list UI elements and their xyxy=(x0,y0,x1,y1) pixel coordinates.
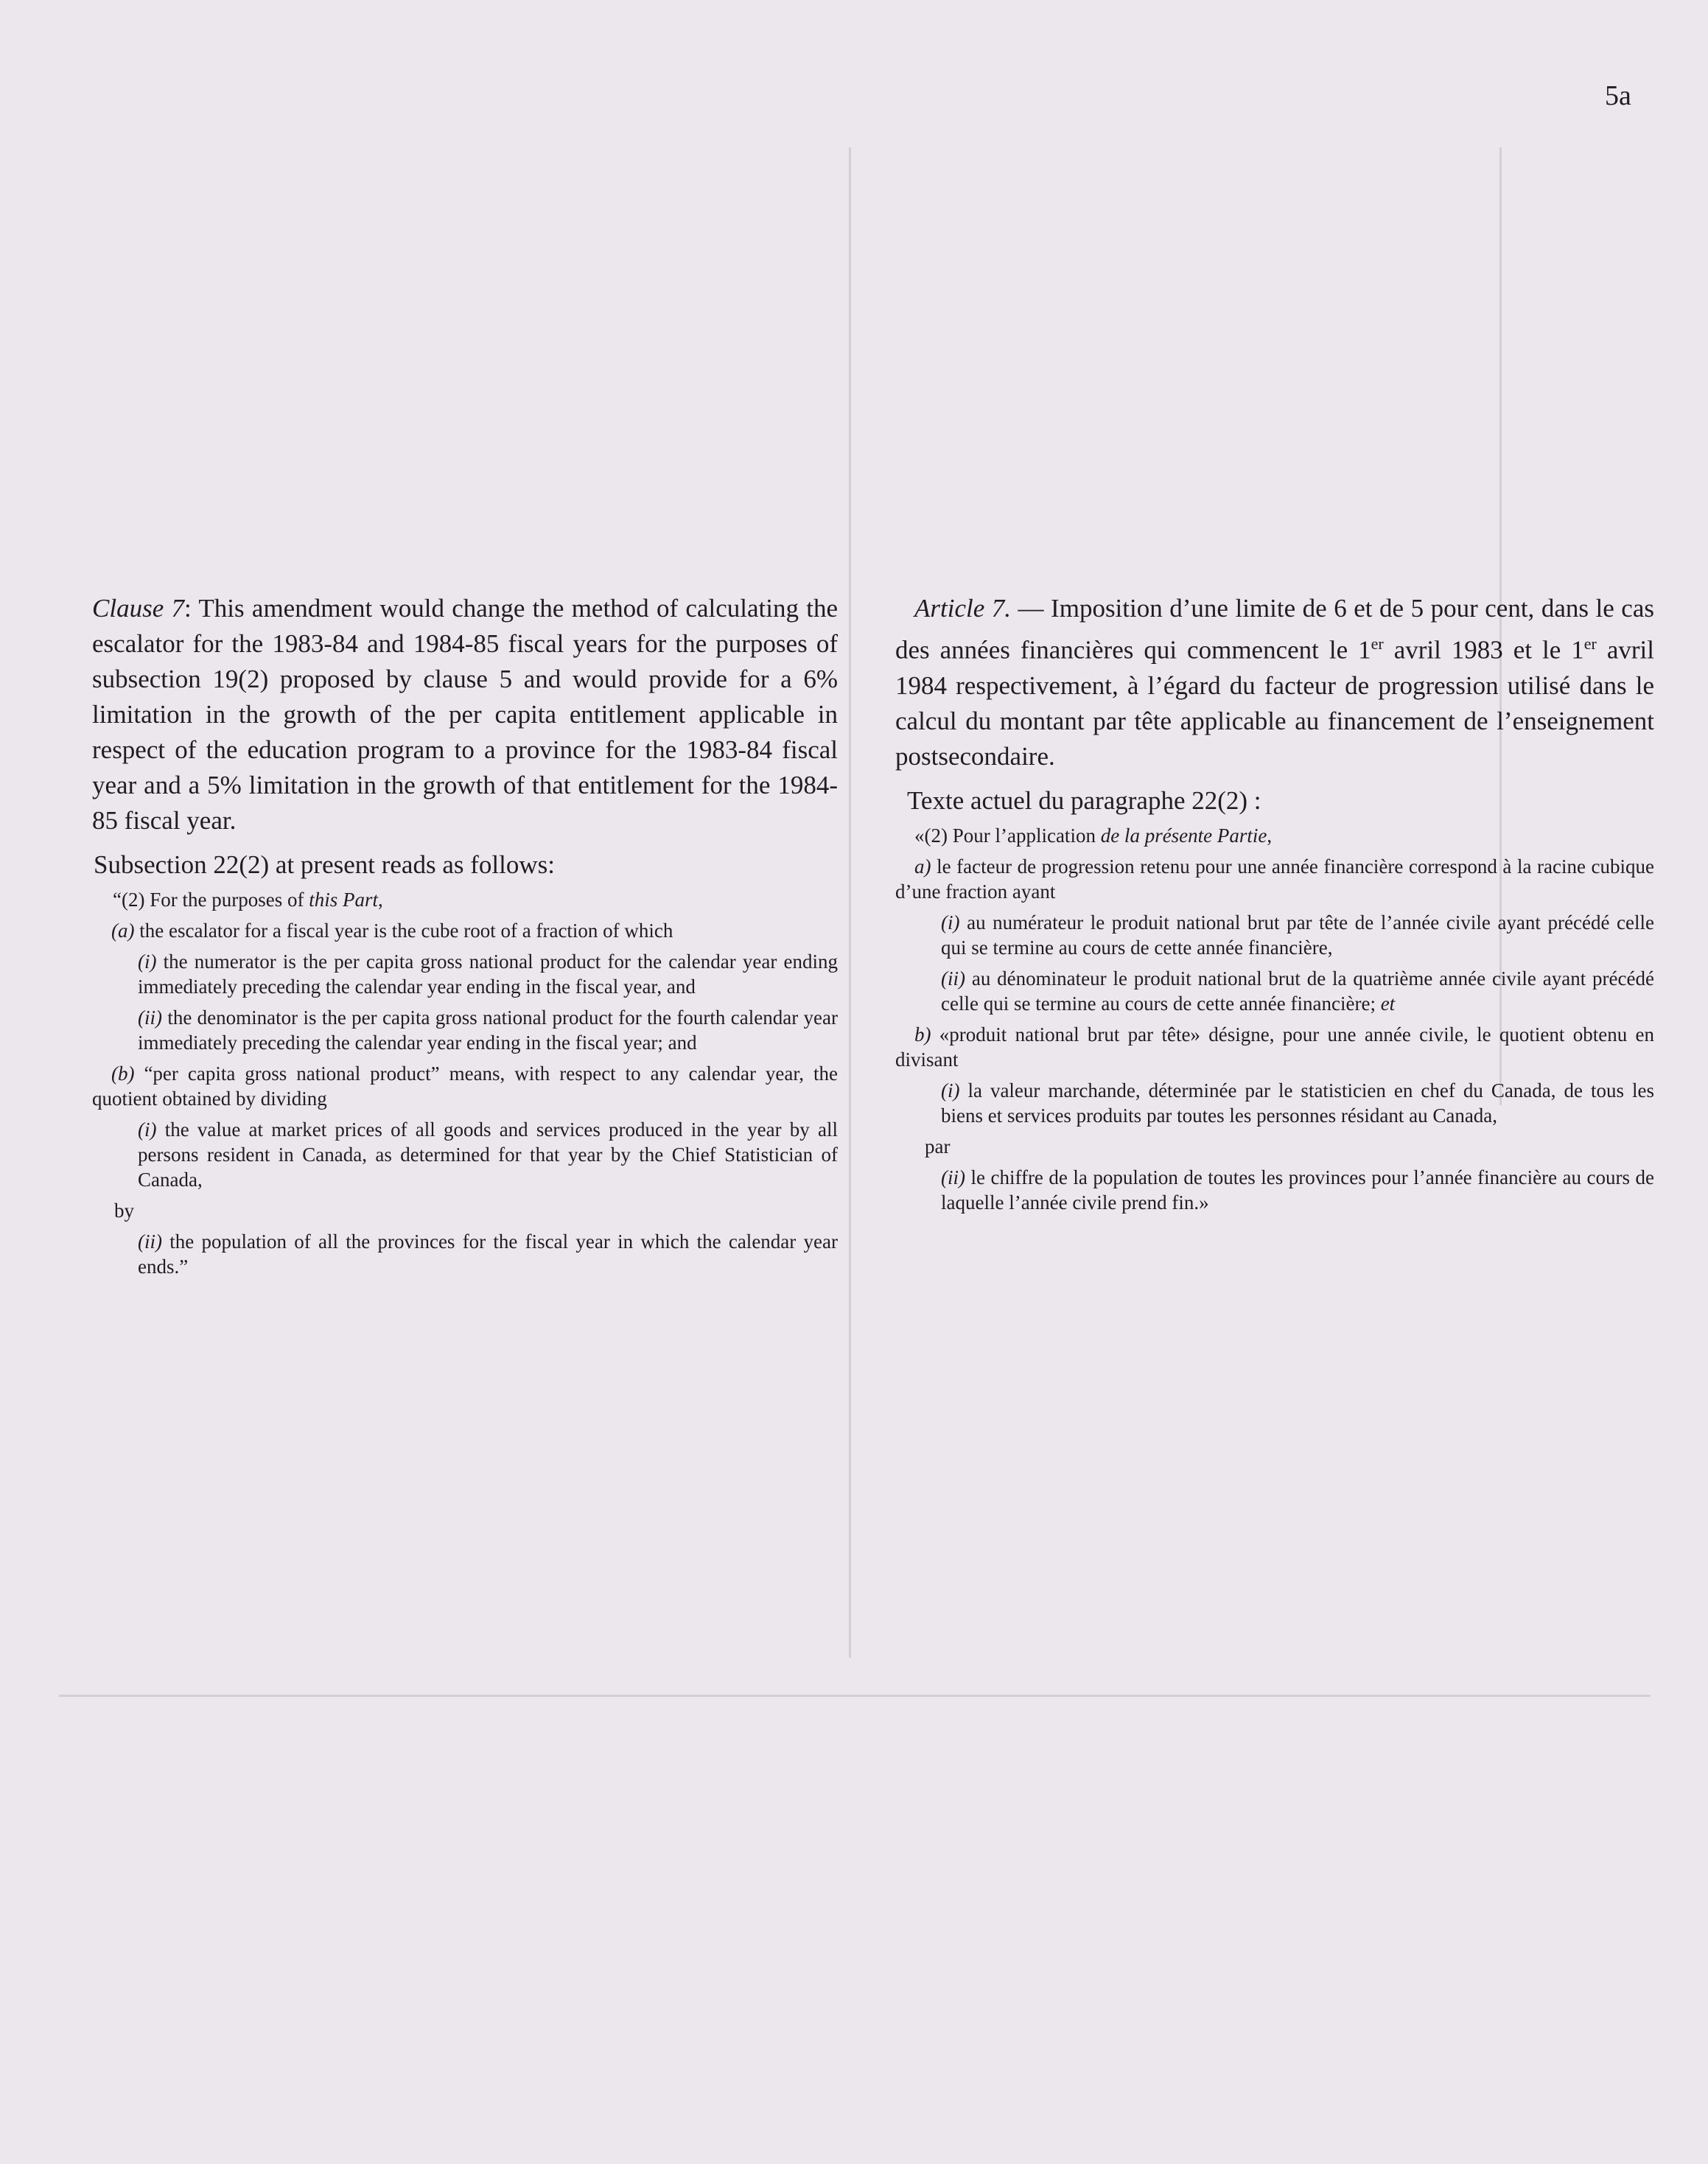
page-number: 5a xyxy=(1605,80,1631,111)
sous-alinea-b-i-label: (i) xyxy=(941,1079,960,1102)
subparagraph-ii-label: (ii) xyxy=(138,1006,162,1029)
section-heading: Subsection 22(2) at present reads as follows: xyxy=(94,850,555,879)
lead-punct-fr: , xyxy=(1267,824,1273,847)
alinea-a-label: a) xyxy=(914,855,931,878)
subparagraph-i xyxy=(92,949,838,999)
alinea-a-text: le facteur de progression retenu pour une année financière correspond à la racine cubique d’une fraction ayant xyxy=(895,855,1654,903)
note-label: Clause 7 xyxy=(92,594,185,623)
sous-alinea-i xyxy=(895,910,1654,960)
paragraph-b-label: (b) xyxy=(111,1062,135,1085)
lead-italic: this Part xyxy=(309,889,378,911)
superscript-er-2: er xyxy=(1583,634,1597,653)
subparagraph-ii-text: the denominator is the per capita gross national product for the fourth calendar year immediately preceding the calendar year ending in the fiscal year; and xyxy=(138,1006,838,1054)
conjunction-et: et xyxy=(1380,992,1396,1015)
paragraph-b xyxy=(92,1061,838,1111)
alinea-a xyxy=(895,854,1654,904)
subparagraph-b-ii xyxy=(92,1229,838,1279)
sous-alinea-b-ii xyxy=(895,1165,1654,1215)
note-label-fr: Article 7. xyxy=(914,594,1012,623)
quote-lead xyxy=(92,887,838,912)
quoted-subsection xyxy=(92,887,838,1279)
section-heading-fr: Texte actuel du paragraphe 22(2) : xyxy=(907,785,1261,815)
explanatory-note xyxy=(92,591,838,838)
show-through-rule-left xyxy=(849,147,851,1658)
french-column xyxy=(895,591,1654,1221)
alinea-b-text: «produit national brut par tête» désigne, pour une année civile, le quotient obtenu en divisant xyxy=(895,1023,1654,1071)
paragraph-a-text: the escalator for a fiscal year is the cube root of a fraction of which xyxy=(134,920,673,942)
by-connector: by xyxy=(114,1200,134,1222)
alinea-b xyxy=(895,1022,1654,1072)
subparagraph-b-i-text: the value at market prices of all goods and services produced in the year by all persons resident in Canada, as determined for that year by the Chief Statistician of Canada, xyxy=(138,1118,838,1191)
lead-text: “(2) For the purposes of xyxy=(113,889,309,911)
sous-alinea-ii xyxy=(895,966,1654,1016)
subparagraph-i-label: (i) xyxy=(138,950,157,973)
sous-alinea-b-ii-label: (ii) xyxy=(941,1166,965,1188)
note-text: : This amendment would change the method of calculating the escalator for the 1983-84 and 1984-85 fiscal years for the purposes of subsection 19(2) proposed by clause 5 and would provide for a 6% limitation in the growth of the per capita entitlement applicable in respect of the education program to a province for the 1983-84 fiscal year and a 5% limitation in the growth of that entitlement for the 1984-85 fiscal year. xyxy=(92,594,838,835)
sous-alinea-b-i xyxy=(895,1078,1654,1128)
paragraph-a-label: (a) xyxy=(111,920,135,942)
lead-italic-fr: de la présente Partie xyxy=(1100,824,1267,847)
note-text-fr-1: — Imposition d’une limite de 6 et de 5 pour cent, dans le cas des années financières qui commencent le 1 xyxy=(895,594,1654,665)
subparagraph-b-ii-text: the population of all the provinces for the fiscal year in which the calendar year ends.” xyxy=(138,1230,838,1278)
lead-punct: , xyxy=(377,889,383,911)
sous-alinea-i-label: (i) xyxy=(941,911,960,934)
superscript-er-1: er xyxy=(1371,634,1384,653)
sous-alinea-ii-text: au dénominateur le produit national brut de la quatrième année civile ayant précédé celle qui se termine au cours de cette année financière; xyxy=(941,967,1654,1015)
paragraphe-cite xyxy=(895,823,1654,1215)
note-explicative xyxy=(895,591,1654,774)
note-text-fr-3: avril 1984 respectivement, à l’égard du facteur de progression utilisé dans le calcul du montant par tête applicable au financement de l’enseignement postsecondaire. xyxy=(895,635,1654,771)
sous-alinea-i-text: au numérateur le produit national brut par tête de l’année civile ayant précédé celle qui se termine au cours de cette année financière, xyxy=(941,911,1654,959)
subparagraph-b-ii-label: (ii) xyxy=(138,1230,162,1253)
quote-lead-fr xyxy=(895,823,1654,848)
note-text-fr-2: avril 1983 et le 1 xyxy=(1383,635,1584,665)
subparagraph-b-i xyxy=(92,1117,838,1192)
subparagraph-ii xyxy=(92,1005,838,1055)
sous-alinea-b-ii-text: le chiffre de la population de toutes les provinces pour l’année financière au cours de laquelle l’année civile prend fin.» xyxy=(941,1166,1654,1214)
english-column xyxy=(92,591,838,1285)
sous-alinea-b-i-text: la valeur marchande, déterminée par le statisticien en chef du Canada, de tous les biens et services produits par toutes les personnes résidant au Canada, xyxy=(941,1079,1654,1127)
sous-alinea-ii-label: (ii) xyxy=(941,967,965,990)
show-through-rule-bottom xyxy=(59,1695,1651,1697)
paragraph-a xyxy=(92,918,838,943)
subparagraph-i-text: the numerator is the per capita gross national product for the calendar year ending immediately preceding the calendar year ending in the fiscal year, and xyxy=(138,950,838,998)
lead-text-fr: «(2) Pour l’application xyxy=(914,824,1101,847)
alinea-b-label: b) xyxy=(914,1023,931,1046)
paragraph-b-text: “per capita gross national product” means, with respect to any calendar year, the quotient obtained by dividing xyxy=(92,1062,838,1110)
subparagraph-b-i-label: (i) xyxy=(138,1118,157,1141)
par-connector: par xyxy=(925,1135,951,1158)
